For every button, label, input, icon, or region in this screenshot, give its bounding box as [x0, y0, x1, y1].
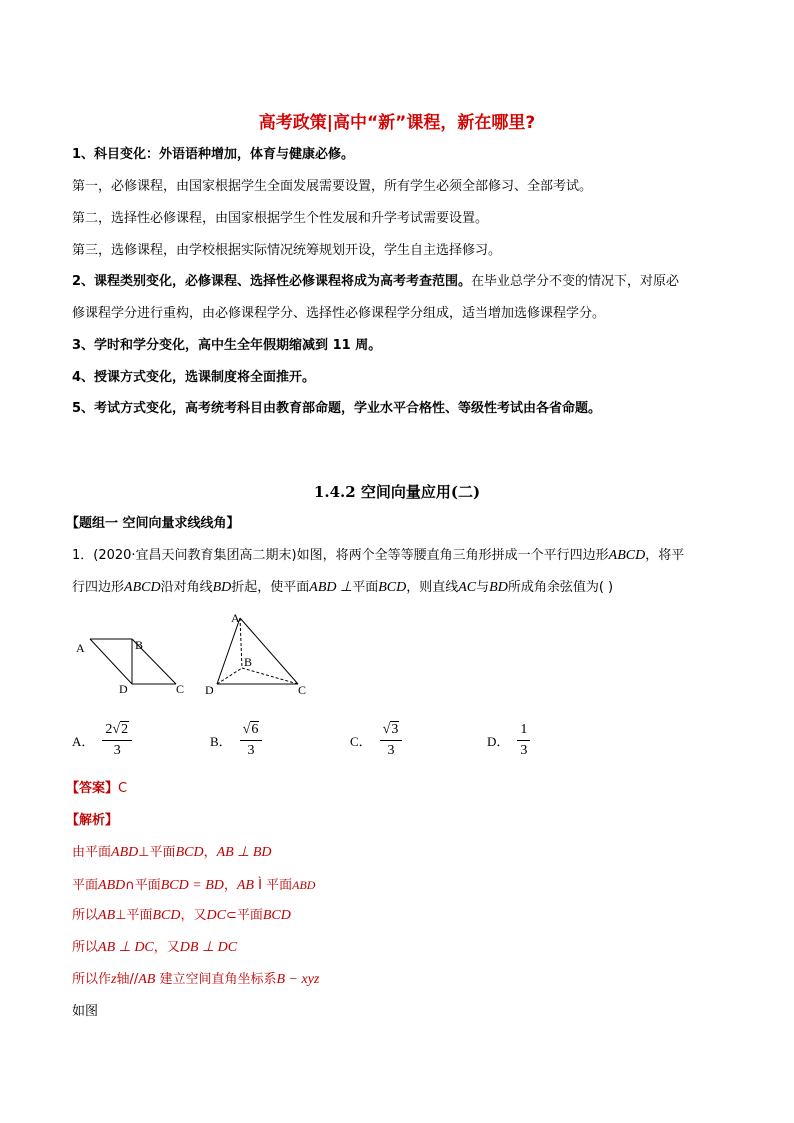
choice-c[interactable]: [350, 722, 402, 759]
answer-label: 【答案】: [66, 781, 119, 796]
denominator: 3: [520, 743, 528, 758]
answer-value: C: [118, 781, 128, 796]
label-a: A: [231, 611, 240, 625]
edge-ad: [90, 639, 132, 684]
edge-bc-hidden: [242, 668, 298, 684]
question-group-heading: 【题组一 空间向量求线线角】: [66, 516, 240, 531]
choice-a[interactable]: [72, 722, 132, 759]
math-bcd: BCD: [378, 580, 407, 595]
policy-item-3: 3、学时和学分变化，高中生全年假期缩减到 11 周。: [72, 338, 382, 353]
policy-paragraph-second: 第二，选择性必修课程，由国家根据学生个性发展和升学考试需要设置。: [72, 211, 489, 226]
choice-d[interactable]: [487, 722, 530, 759]
math-abcd: ABCD: [608, 548, 646, 563]
solution-line-1: 由平面ABD⊥平面BCD，AB ⊥ BD: [72, 845, 272, 860]
math-bd: BD: [489, 580, 508, 595]
math-abcd: ABCD: [124, 580, 161, 595]
policy-item-1: 1、科目变化：外语语种增加，体育与健康必修。: [72, 147, 355, 162]
policy-item-5: 5、考试方式变化，高考统考科目由教育部命题，学业水平合格性、等级性考试由各省命题。: [72, 401, 602, 416]
parallelogram-figure: [72, 630, 197, 698]
question-text: ，将平: [645, 548, 685, 563]
denominator: 3: [387, 743, 395, 758]
label-c: C: [176, 682, 185, 696]
edge-db-hidden: [217, 668, 242, 684]
num-radicand: 3: [391, 722, 399, 737]
solution-line-3: 所以AB⊥平面BCD，又DC⊂平面BCD: [72, 908, 291, 923]
choice-letter: A．: [72, 734, 95, 749]
edge-ad: [217, 618, 240, 684]
fraction: $\frac{√3}{3}$: [380, 722, 403, 759]
fraction: $\frac{2√2}{3}$: [102, 722, 132, 759]
analysis-label: 【解析】: [66, 813, 119, 828]
num-radicand: 2: [121, 722, 129, 737]
math-ac: AC: [458, 580, 477, 595]
question-text: 与: [476, 580, 490, 595]
choice-letter: C．: [350, 734, 372, 749]
choice-letter: B．: [210, 734, 232, 749]
denominator: 3: [247, 743, 255, 758]
question-text: 1．(2020·宜昌天问教育集团高二期末)如图，将两个全等等腰直角三角形拼成一个平行四边形: [72, 548, 609, 563]
denominator: 3: [113, 743, 121, 758]
question-text: 沿对角线: [160, 580, 213, 595]
num-radicand: 6: [251, 722, 259, 737]
fraction: [517, 722, 530, 759]
label-b: B: [135, 638, 144, 652]
question-text: 折起，使平面: [231, 580, 310, 595]
num-coef: 2: [105, 722, 113, 737]
tetrahedron-figure: [200, 610, 315, 700]
fraction: $\frac{√6}{3}$: [240, 722, 263, 759]
edge-ab-hidden: [240, 618, 242, 668]
question-text: 行四边形: [72, 580, 125, 595]
choice-letter: D．: [487, 734, 510, 749]
solution-line-5: 所以作z轴//AB 建立空间直角坐标系B − xyz: [72, 972, 320, 987]
answer-line: [66, 780, 127, 798]
solution-line-6: 如图: [72, 1004, 99, 1019]
policy-item-4: 4、授课方式变化，选课制度将全面推开。: [72, 370, 316, 385]
solution-line-4: 所以AB ⊥ DC，又DB ⊥ DC: [72, 940, 238, 955]
policy-paragraph-first: 第一，必修课程，由国家根据学生全面发展需要设置，所有学生必须全部修习、全部考试。: [72, 179, 593, 194]
page-title: 高考政策|高中“新”课程，新在哪里?: [258, 113, 536, 133]
question-line-2: [72, 579, 613, 597]
edge-ac: [240, 618, 298, 684]
policy-item-2: [72, 273, 679, 291]
label-b: B: [244, 655, 253, 669]
choice-b[interactable]: [210, 722, 262, 759]
question-text: ，则直线: [406, 580, 459, 595]
math-bd: BD: [212, 580, 232, 595]
numerator: 1: [517, 722, 530, 741]
label-d: D: [205, 683, 214, 697]
math-abd-perp: ABD ⊥: [309, 580, 353, 595]
policy-paragraph-third: 第三，选修课程，由学校根据实际情况统筹规划开设，学生自主选择修习。: [72, 243, 502, 258]
policy-item-2-bold: 2、课程类别变化，必修课程、选择性必修课程将成为高考考查范围。: [72, 274, 472, 289]
solution-line-2: 平面ABD∩平面BCD = BD，AB Ì 平面ABD: [72, 878, 316, 893]
question-text: 所成角余弦值为( ): [507, 580, 614, 595]
question-text: 平面: [352, 580, 379, 595]
policy-item-2-continued: 修课程学分进行重构，由必修课程学分、选择性必修课程学分组成，适当增加选修课程学分。: [72, 306, 606, 321]
label-c: C: [298, 683, 307, 697]
label-a: A: [76, 641, 85, 655]
label-d: D: [119, 682, 128, 696]
question-line-1: [72, 547, 684, 565]
section-title: 1.4.2 空间向量应用(二): [313, 483, 481, 501]
policy-item-2-rest: 在毕业总学分不变的情况下，对原必: [471, 274, 680, 289]
